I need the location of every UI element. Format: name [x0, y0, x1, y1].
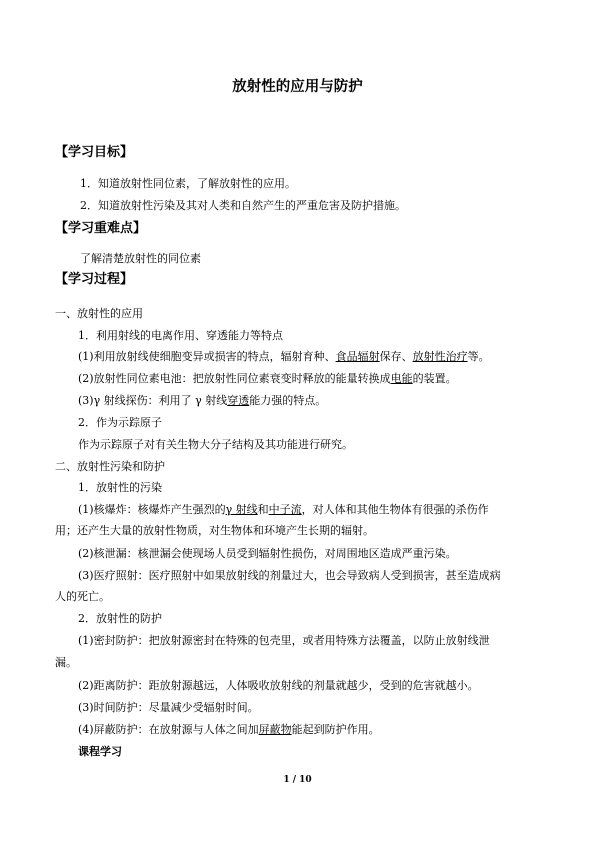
protection-1-line1: (1)密封防护：把放射源密封在特殊的包壳里，或者用特殊方法覆盖，以防止放射线泄	[78, 634, 490, 647]
part1-line3: (3)γ 射线探伤：利用了 γ 射线穿透能力强的特点。	[78, 394, 327, 407]
underlined-term: 中子流	[268, 503, 302, 516]
part2-item1-line2: 用；还产生大量的放射性物质，对生物体和环境产生长期的辐射。	[55, 524, 374, 537]
page-number: 1 / 10	[283, 775, 312, 785]
objective-item-2: 2．知道放射性污染及其对人类和自然产生的严重危害及防护措施。	[80, 199, 406, 212]
part2-sub2: 2．放射性的防护	[78, 612, 162, 625]
part1-title: 一、放射性的应用	[55, 307, 143, 320]
part1-line2: (2)放射性同位素电池：把放射性同位素衰变时释放的能量转换成电能的装置。	[78, 372, 457, 385]
part1-sub1: 1．利用射线的电离作用、穿透能力等特点	[78, 329, 283, 342]
protection-2: (2)距离防护：距放射源越远，人体吸收放射线的剂量就越少，受到的危害就越小。	[78, 679, 479, 692]
process-heading: 【学习过程】	[55, 272, 134, 287]
part1-sub2: 2．作为示踪原子	[78, 416, 162, 429]
underlined-term: 放射性治疗	[412, 350, 468, 363]
key-points-heading: 【学习重难点】	[55, 221, 147, 236]
part2-item3-line2: 人的死亡。	[55, 590, 110, 603]
underlined-term: 穿透	[227, 394, 250, 407]
underlined-term: 电能	[390, 372, 413, 385]
part2-item2: (2)核泄漏：核泄漏会使现场人员受到辐射性损伤，对周围地区造成严重污染。	[78, 547, 457, 560]
protection-3: (3)时间防护：尽量减少受辐射时间。	[78, 701, 259, 714]
underlined-term: 食品辐射	[335, 350, 380, 363]
part2-item1-line1: (1)核爆炸：核爆炸产生强烈的γ 射线和中子流，对人体和其他生物体有很强的杀伤作	[78, 503, 489, 516]
protection-4: (4)屏蔽防护：在放射源与人体之间加屏蔽物能起到防护作用。	[78, 723, 380, 736]
underlined-term: γ 射线	[225, 503, 258, 516]
part2-title: 二、放射性污染和防护	[55, 460, 165, 473]
underlined-term: 屏蔽物	[258, 723, 292, 736]
part1-line1: (1)利用放射线使细胞变异或损害的特点，辐射育种、食品辐射保存、放射性治疗等。	[78, 350, 490, 363]
objective-item-1: 1．知道放射性同位素，了解放射性的应用。	[80, 177, 296, 190]
protection-1-line2: 漏。	[55, 656, 77, 669]
part2-item3-line1: (3)医疗照射：医疗照射中如果放射线的剂量过大，也会导致病人受到损害，甚至造成病	[78, 569, 501, 582]
course-study-label: 课程学习	[78, 745, 122, 758]
page-title: 放射性的应用与防护	[232, 79, 363, 95]
key-points-text: 了解清楚放射性的同位素	[80, 252, 201, 265]
part1-sub2-text: 作为示踪原子对有关生物大分子结构及其功能进行研究。	[78, 438, 353, 451]
part2-sub1: 1．放射性的污染	[78, 481, 162, 494]
objectives-heading: 【学习目标】	[55, 145, 134, 160]
